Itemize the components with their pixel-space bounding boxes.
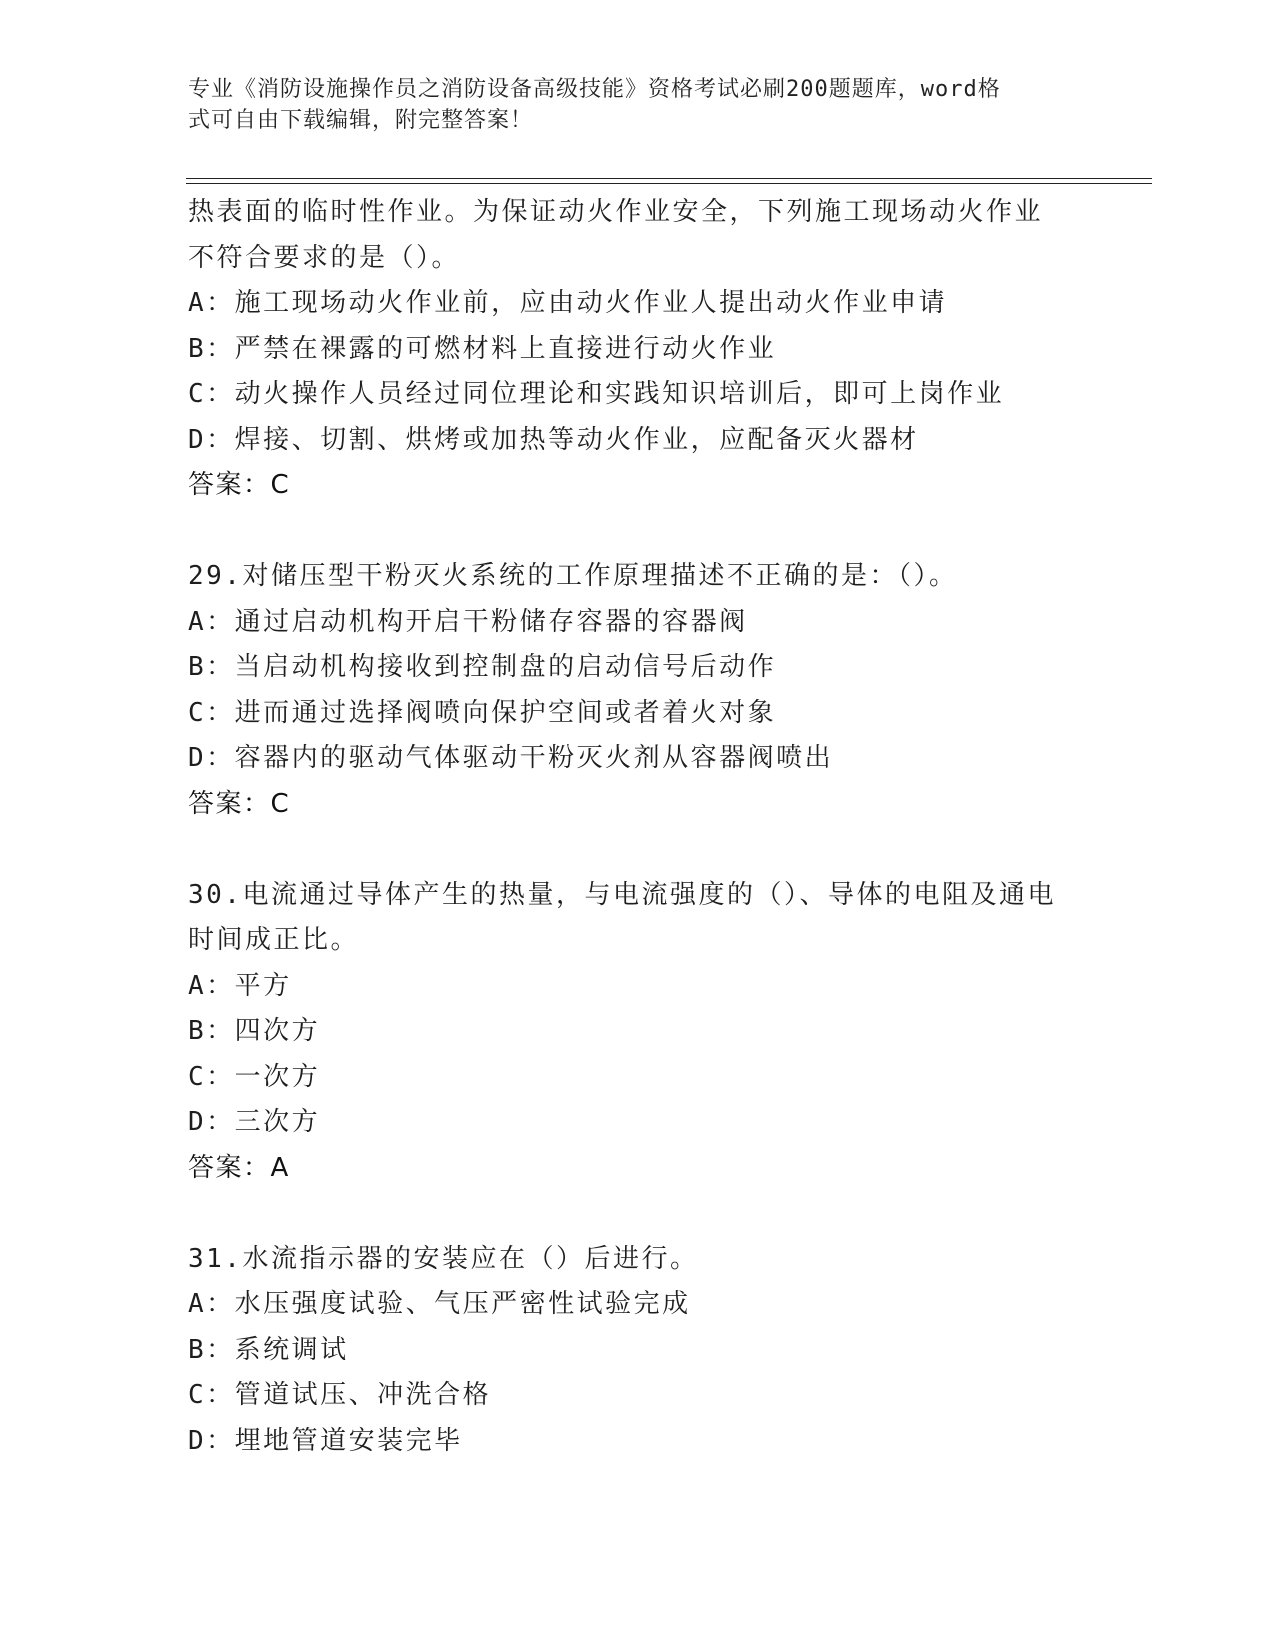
option-c: C：动火操作人员经过同位理论和实践知识培训后，即可上岗作业: [188, 379, 1005, 409]
option-b: B：四次方: [188, 1016, 321, 1046]
question-block: [188, 554, 1088, 827]
option-a: A：平方: [188, 970, 292, 1001]
question-block: [188, 873, 1088, 1192]
question-spacer: [188, 827, 1088, 873]
document-header: [188, 74, 1068, 136]
question-stem: [188, 873, 1088, 964]
answer-line: 答案：A: [188, 1152, 290, 1183]
option-d: D：三次方: [188, 1107, 321, 1137]
question-spacer: [188, 509, 1088, 555]
option-b: B：当启动机构接收到控制盘的启动信号后动作: [188, 652, 777, 682]
option-a: A：通过启动机构开启干粉储存容器的容器阀: [188, 606, 748, 637]
option-d: D：容器内的驱动气体驱动干粉灭火剂从容器阀喷出: [188, 743, 834, 773]
question-stem: [188, 1237, 1088, 1283]
stem-line: 热表面的临时性作业。为保证动火作业安全，下列施工现场动火作业: [188, 197, 1044, 227]
answer-line: 答案：C: [188, 470, 291, 500]
option-a: A：水压强度试验、气压严密性试验完成: [188, 1289, 691, 1319]
stem-line: 31.水流指示器的安装应在（）后进行。: [188, 1243, 699, 1274]
option-c: C：管道试压、冲洗合格: [188, 1380, 492, 1410]
option-c: C：一次方: [188, 1061, 321, 1092]
stem-line: 29.对储压型干粉灭火系统的工作原理描述不正确的是：（）。: [188, 561, 958, 591]
stem-line: 时间成正比。: [188, 925, 360, 955]
question-block: [188, 190, 1088, 509]
stem-line: 30.电流通过导体产生的热量，与电流强度的（）、导体的电阻及通电: [188, 879, 1056, 910]
header-line-1: 专业《消防设施操作员之消防设备高级技能》资格考试必刷200题题库，word格: [188, 77, 1001, 102]
option-b: B：系统调试: [188, 1334, 349, 1365]
question-block: [188, 1237, 1088, 1465]
option-a: A：施工现场动火作业前，应由动火作业人提出动火作业申请: [188, 288, 948, 318]
header-line-2: 式可自由下载编辑，附完整答案！: [188, 108, 534, 133]
header-rule-bottom: [186, 183, 1152, 184]
option-d: D：埋地管道安装完毕: [188, 1425, 463, 1456]
stem-line: 不符合要求的是（）。: [188, 242, 461, 273]
option-d: D：焊接、切割、烘烤或加热等动火作业，应配备灭火器材: [188, 424, 919, 455]
question-stem: [188, 554, 1088, 600]
answer-line: 答案：C: [188, 788, 291, 819]
question-list: [188, 190, 1088, 1464]
question-spacer: [188, 1191, 1088, 1237]
header-rule-top: [186, 178, 1152, 179]
question-stem: [188, 190, 1088, 281]
option-c: C：进而通过选择阀喷向保护空间或者着火对象: [188, 697, 777, 728]
option-b: B：严禁在裸露的可燃材料上直接进行动火作业: [188, 333, 777, 364]
